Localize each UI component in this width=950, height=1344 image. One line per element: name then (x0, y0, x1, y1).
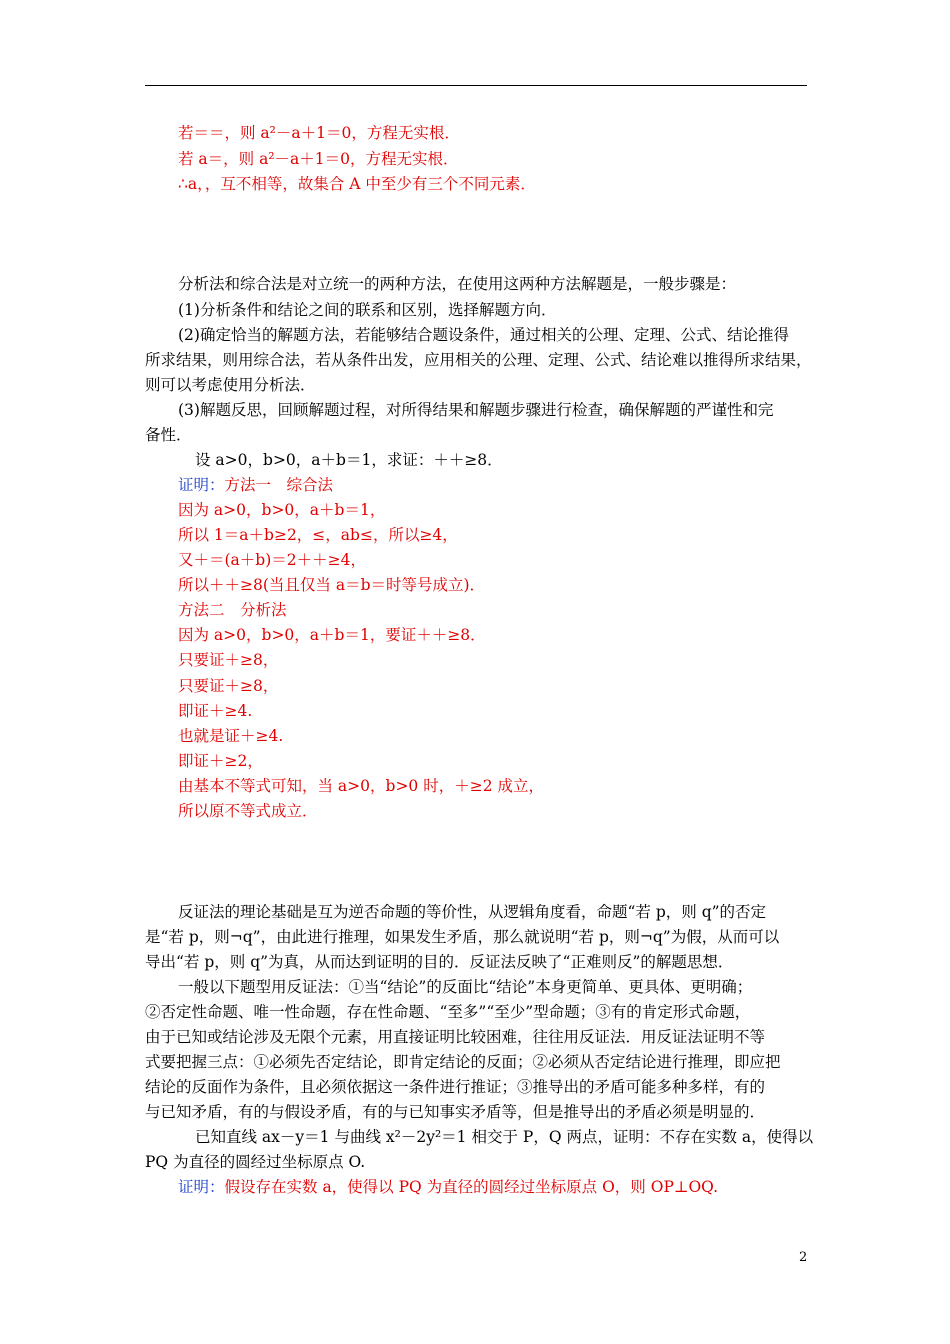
text-line-15: 又＋＝(a＋b)＝2＋＋≥4， (178, 551, 366, 569)
text-line-20: 只要证＋≥8， (178, 677, 279, 695)
proof-label: 证明： (178, 1178, 225, 1196)
text-line-19: 只要证＋≥8， (178, 651, 279, 669)
text-line-9: (3)解题反思，回顾解题过程，对所得结果和解题步骤进行检查，确保解题的严谨性和完 (178, 401, 774, 419)
text-line-28: 导出“若 p，则 q”为真，从而达到证明的目的．反证法反映了“正难则反”的解题思想． (145, 953, 734, 971)
example-1-statement: 设 a>0，b>0，a＋b＝1，求证：＋＋≥8． (195, 451, 503, 469)
text-line-27: 是“若 p，则¬q”，由此进行推理，如果发生矛盾，那么就说明“若 p，则¬q”为假，从而可以 (145, 928, 780, 946)
text-line-33: 结论的反面作为条件，且必须依据这一条件进行推证；③推导出的矛盾可能多种多样，有的 (145, 1078, 766, 1096)
proof-2-text: 假设存在实数 a，使得以 PQ 为直径的圆经过坐标原点 O，则 OP⊥OQ. (224, 1178, 719, 1196)
text-line-36: PQ 为直径的圆经过坐标原点 O. (145, 1153, 366, 1171)
proof-label: 证明： (178, 476, 225, 494)
text-line-25: 所以原不等式成立． (178, 802, 318, 820)
text-line-32: 式要把握三点：①必须先否定结论，即肯定结论的反面；②必须从否定结论进行推理，即应把 (145, 1053, 781, 1071)
text-line-21: 即证＋≥4. (178, 702, 253, 720)
page-number: 2 (799, 1250, 808, 1265)
text-line-7: 所求结果，则用综合法，若从条件出发，应用相关的公理、定理、公式、结论难以推得所求结果， (145, 351, 812, 369)
proof-2-heading (145, 1177, 848, 1197)
text-line-16: 所以＋＋≥8(当且仅当 a＝b＝时等号成立)． (178, 576, 486, 594)
text-line-14: 所以 1＝a＋b≥2，≤，ab≤，所以≥4， (178, 526, 458, 544)
text-line-5: (1)分析条件和结论之间的联系和区别，选择解题方向． (178, 301, 557, 319)
text-line-34: 与已知矛盾，有的与假设矛盾，有的与已知事实矛盾等，但是推导出的矛盾必须是明显的． (145, 1103, 766, 1121)
text-line-24: 由基本不等式可知，当 a>0，b>0 时，＋≥2 成立， (178, 777, 544, 795)
text-line-30: ②否定性命题、唯一性命题，存在性命题、“至多”“至少”型命题；③有的肯定形式命题， (145, 1003, 751, 1021)
text-line-2: 若 a＝，则 a²－a＋1＝0，方程无实根． (178, 150, 459, 168)
text-line-26: 反证法的理论基础是互为逆否命题的等价性，从逻辑角度看，命题“若 p，则 q”的否定 (178, 903, 767, 921)
text-line-22: 也就是证＋≥4. (178, 727, 284, 745)
text-line-13: 因为 a>0，b>0，a＋b＝1， (178, 501, 386, 519)
text-line-4: 分析法和综合法是对立统一的两种方法，在使用这两种方法解题是，一般步骤是： (178, 275, 737, 293)
text-line-6: (2)确定恰当的解题方法，若能够结合题设条件，通过相关的公理、定理、公式、结论推得 (178, 326, 789, 344)
text-line-18: 因为 a>0，b>0，a＋b＝1，要证＋＋≥8． (178, 626, 486, 644)
text-line-23: 即证＋≥2， (178, 752, 263, 770)
text-line-8: 则可以考虑使用分析法． (145, 376, 316, 394)
text-line-31: 由于已知或结论涉及无限个元素，用直接证明比较困难，往往用反证法．用反证法证明不等 (145, 1028, 766, 1046)
method-one-label: 方法一 综合法 (224, 476, 334, 494)
text-line-10: 备性． (145, 426, 192, 444)
example-2-statement: 已知直线 ax－y＝1 与曲线 x²－2y²＝1 相交于 P，Q 两点，证明：不存在实数 a，使得以 (195, 1128, 814, 1146)
proof-1-heading (145, 475, 848, 495)
method-two-label: 方法二 分析法 (178, 601, 287, 619)
header-rule (145, 85, 807, 86)
text-line-3: ∴a，，互不相等，故集合 A 中至少有三个不同元素． (178, 175, 536, 193)
text-line-29: 一般以下题型用反证法：①当“结论”的反面比“结论”本身更简单、更具体、更明确； (178, 978, 753, 996)
text-line-1: 若＝＝，则 a²－a＋1＝0，方程无实根． (178, 124, 460, 142)
